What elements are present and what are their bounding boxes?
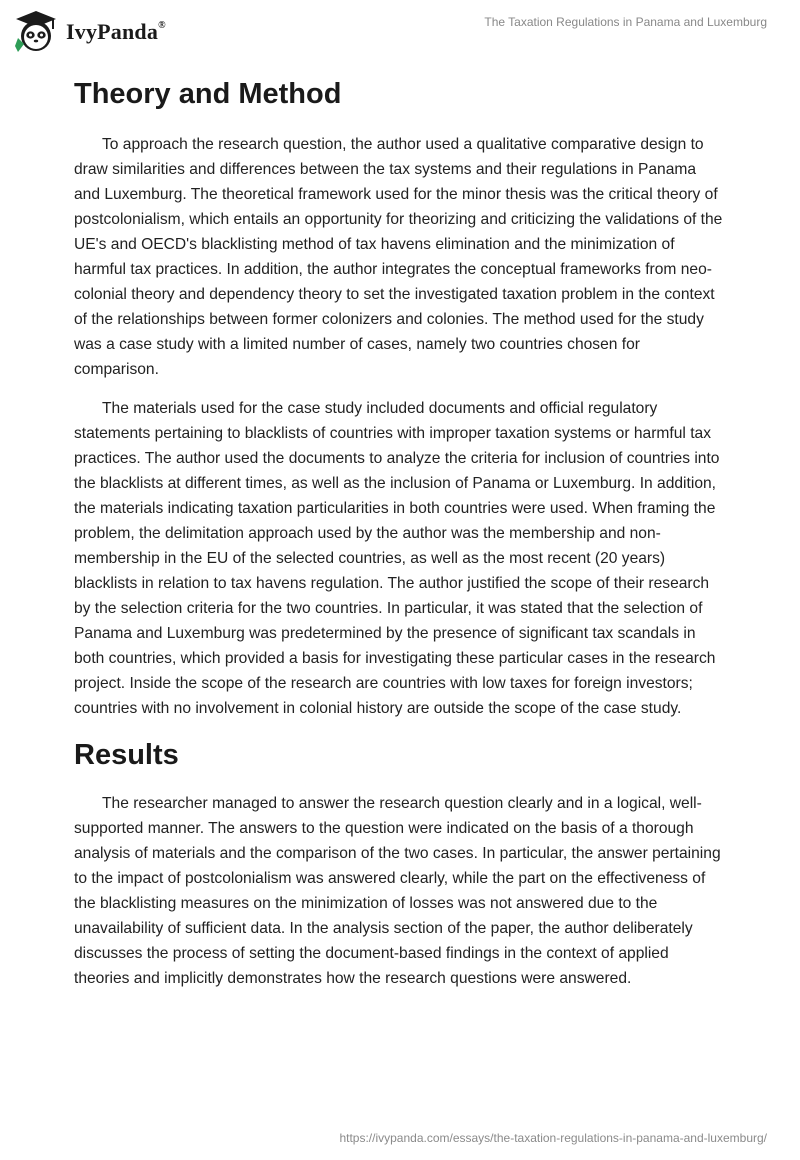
- section-heading-results: Results: [74, 739, 179, 771]
- essay-content: [74, 70, 724, 1005]
- page-header: [0, 0, 800, 70]
- source-url[interactable]: https://ivypanda.com/essays/the-taxation-regulations-in-panama-and-luxemburg/: [339, 1131, 767, 1145]
- registered-mark: ®: [158, 19, 166, 31]
- ivypanda-logo[interactable]: [12, 8, 166, 56]
- brand-name: IvyPanda®: [66, 19, 166, 44]
- document-title: The Taxation Regulations in Panama and Luxemburg: [484, 15, 767, 29]
- panda-graduate-icon: [12, 8, 60, 56]
- paragraph: To approach the research question, the author used a qualitative comparative design to draw similarities and differences between the tax systems and their regulations in Panama and Luxemburg. The theoretical framework used for the minor thesis was the critical theory of postcolonialism, which entails an opportunity for theorizing and criticizing the validations of the UE's and OECD's blacklisting method of tax havens elimination and the minimization of harmful tax practices. In addition, the author integrates the conceptual frameworks from neo-colonial theory and dependency theory to set the investigated taxation problem in the context of the relationships between former colonizers and colonies. The method used for the study was a case study with a limited number of cases, namely two countries chosen for comparison.: [74, 136, 723, 378]
- section-heading-theory-and-method: Theory and Method: [74, 78, 342, 110]
- paragraph: The researcher managed to answer the research question clearly and in a logical, well-supported manner. The answers to the question were indicated on the basis of a thorough analysis of materials and the comparison of the two cases. In particular, the answer pertaining to the impact of postcolonialism was answered clearly, while the part on the effectiveness of the blacklisting measures on the minimization of losses was not answered due to the unavailability of sufficient data. In the analysis section of the paper, the author deliberately discusses the process of setting the document-based findings in the context of applied theories and implicitly demonstrates how the research questions were answered.: [74, 795, 721, 987]
- paragraph: The materials used for the case study included documents and official regulatory statements pertaining to blacklists of countries with improper taxation systems or harmful tax practices. The author used the documents to analyze the criteria for inclusion of countries into the blacklists at different times, as well as the inclusion of Panama or Luxemburg. In addition, the materials indicating taxation particularities in both countries were used. When framing the problem, the delimitation approach used by the author was the membership and non-membership in the EU of the selected countries, as well as the most recent (20 years) blacklists in relation to tax havens regulation. The author justified the scope of their research by the selection criteria for the two countries. In particular, it was stated that the selection of Panama and Luxemburg was predetermined by the presence of significant tax scandals in both countries, which provided a basis for investigating these particular cases in the research project. Inside the scope of the research are countries with low taxes for foreign investors; countries with no involvement in colonial history are outside the scope of the case study.: [74, 400, 720, 717]
